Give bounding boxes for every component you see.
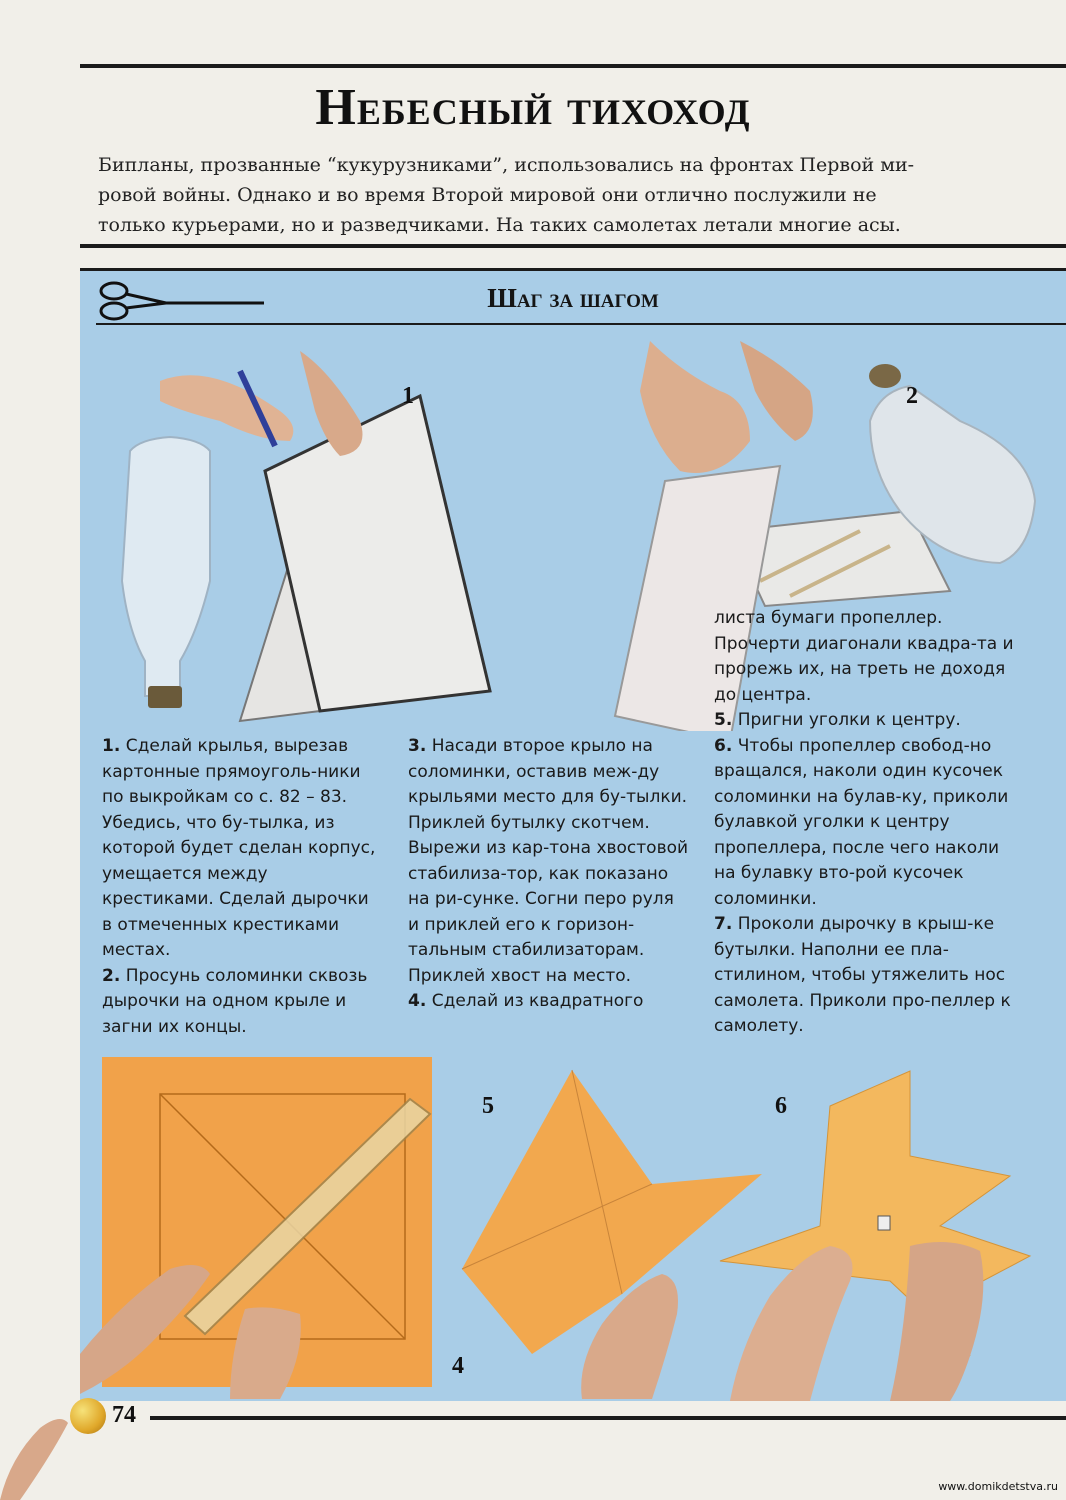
hand-illustration: [0, 1408, 70, 1500]
step-1-photo: [100, 331, 520, 731]
instruction-4: 4. Сделай из квадратного: [408, 991, 644, 1011]
page-title: Небесный тихоход: [315, 79, 751, 136]
footer-rule: [150, 1416, 1066, 1420]
step-number-1: 1: [402, 383, 414, 409]
section-title: Шаг за шагом: [487, 283, 659, 313]
step-header: [80, 271, 1066, 323]
step-number-6: 6: [775, 1093, 787, 1119]
step-number-2: 2: [906, 383, 918, 409]
intro-line-1: Бипланы, прозванные “кукурузниками”, использовались на фронтах Первой ми-: [98, 154, 915, 176]
step-panel: [80, 268, 1066, 1401]
step-number-5: 5: [482, 1093, 494, 1119]
instruction-2: 2. Просунь соломинки сквозь дырочки на одном крыле и загни их концы.: [102, 965, 368, 1037]
step-number-4: 4: [452, 1353, 464, 1379]
top-rule: [80, 64, 1066, 68]
instruction-4-cont: листа бумаги пропеллер. Прочерти диагонали квадра-та и прорежь их, на треть не доходя до центра.: [714, 608, 1014, 705]
instruction-6: 6. Чтобы пропеллер свобод-но вращался, наколи один кусочек соломинки на булав-ку, приколи булавкой уголки к центру пропеллера, после чего наколи на булавку вто-рой кусочек соломинки.: [714, 735, 1009, 909]
page-number: 74: [112, 1402, 136, 1428]
decorative-ball: [70, 1398, 106, 1434]
watermark: www.domikdetstva.ru: [938, 1480, 1058, 1493]
intro-line-3: только курьерами, но и разведчиками. На таких самолетах летали многие асы.: [98, 214, 901, 236]
instructions-column-3: [714, 606, 1020, 1040]
instruction-1: 1. Сделай крылья, вырезав картонные прямоуголь-ники по выкройкам со с. 82 – 83. Убедись, что бу-тылка, из которой будет сделан корпус, умещается между крестиками. Сделай дырочки в отмеченных крестиками местах.: [102, 736, 376, 960]
step-4-photo: [80, 1054, 440, 1399]
step-6-photo: [710, 1066, 1060, 1401]
intro-rule: [80, 244, 1066, 248]
instructions-column-1: [102, 734, 378, 1040]
intro-line-2: ровой войны. Однако и во время Второй мировой они отлично послужили не: [98, 184, 877, 206]
intro-paragraph: [98, 150, 1060, 240]
instruction-3: 3. Насади второе крыло на соломинки, оставив меж-ду крыльями место для бу-тылки. Приклей бутылку скотчем. Вырежи из кар-тона хвостовой стабилиза-тор, как показано на ри-сунке. Согни перо руля и приклей его к горизон-тальным стабилизаторам. Приклей хвост на место.: [408, 736, 689, 986]
instructions-column-2: [408, 734, 690, 1015]
instruction-7: 7. Проколи дырочку в крыш-ке бутылки. Наполни ее пла-стилином, чтобы утяжелить нос самолета. Приколи про-пеллер к самолету.: [714, 914, 1011, 1036]
header-line: [96, 323, 1066, 325]
instruction-5: 5. Пригни уголки к центру.: [714, 710, 961, 730]
